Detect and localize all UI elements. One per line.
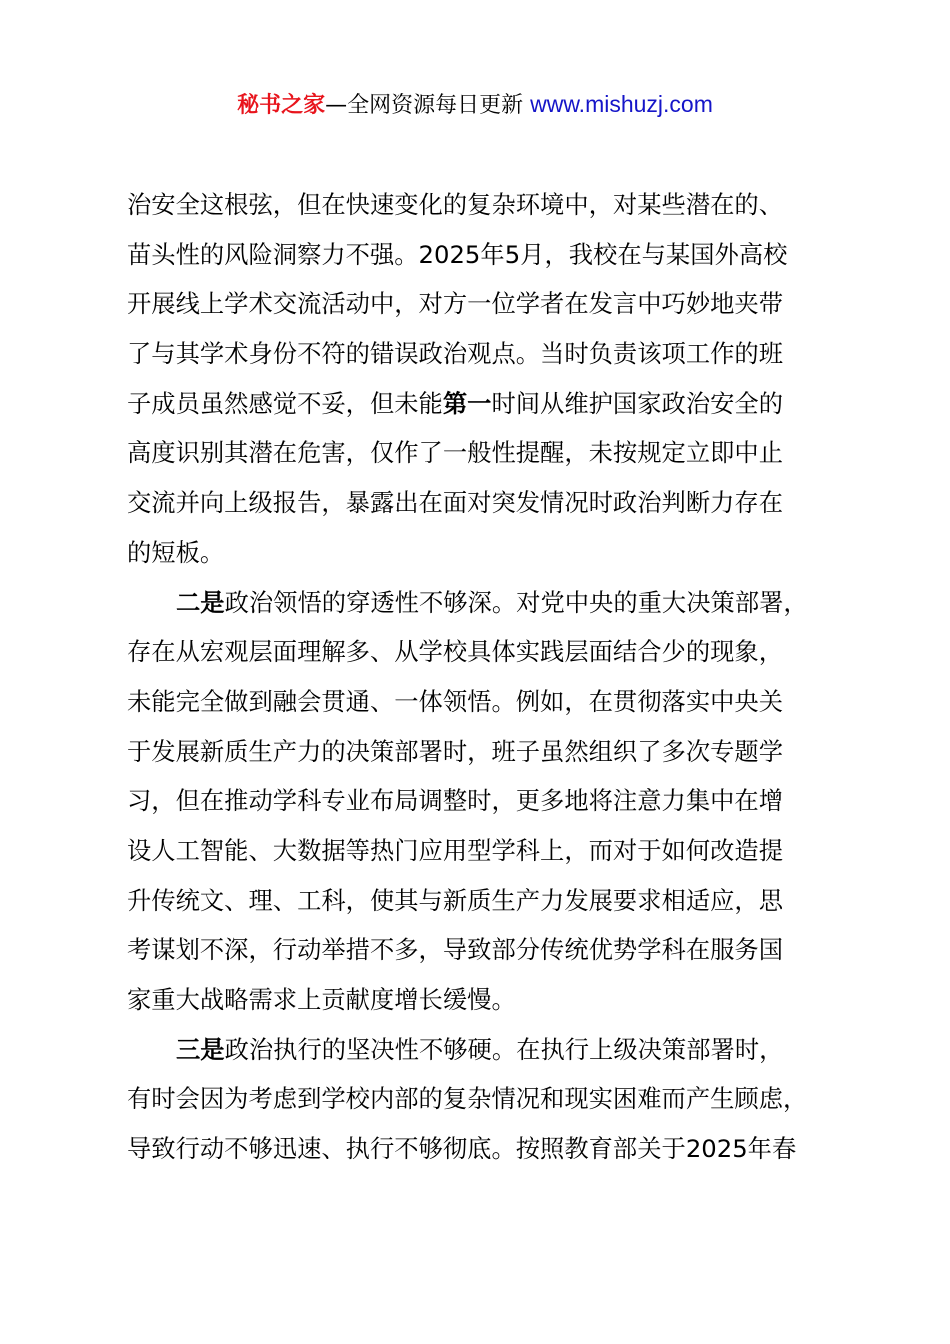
brand-name: 秘书之家 [237,93,326,118]
paragraph-1 [127,180,857,578]
site-url-link[interactable]: www.mishuzj.com [530,91,713,117]
text-line: 设人工智能、大数据等热门应用型学科上，而对于如何改造提 [127,835,784,865]
text-segment: 政治领悟的穿透性不够深。对党中央的重大决策部署， [224,587,808,617]
section-lead: 三是 [176,1034,225,1064]
text-line [127,578,857,628]
text-segment: 政治执行的坚决性不够硬。在执行上级决策部署时， [224,1034,784,1064]
paragraph-2 [127,578,857,1025]
text-line: 升传统文、理、工科，使其与新质生产力发展要求相适应，思 [127,885,784,915]
text-line: 导致行动不够迅速、执行不够彻底。按照教育部关于2025年春 [127,1134,797,1164]
text-line: 高度识别其潜在危害，仅作了一般性提醒，未按规定立即中止 [127,438,784,468]
text-line [127,1025,857,1075]
text-line: 苗头性的风险洞察力不强。2025年5月，我校在与某国外高校 [127,239,788,269]
text-line: 的短板。 [127,537,225,567]
text-line: 交流并向上级报告，暴露出在面对突发情况时政治判断力存在 [127,488,784,518]
document-body [127,180,857,1174]
emphasis-text: 第一 [442,388,492,418]
text-line: 开展线上学术交流活动中，对方一位学者在发言中巧妙地夹带 [127,289,784,319]
text-line: 家重大战略需求上贡献度增长缓慢。 [127,985,516,1014]
text-line: 未能完全做到融会贯通、一体领悟。例如，在贯彻落实中央关 [127,686,784,716]
text-line: 有时会因为考虑到学校内部的复杂情况和现实困难而产生顾虑， [127,1084,808,1114]
paragraph-3 [127,1025,857,1174]
text-line: 于发展新质生产力的决策部署时，班子虽然组织了多次专题学 [127,736,784,766]
page-header [0,88,950,122]
header-tagline: —全网资源每日更新 [325,93,531,118]
section-lead: 二是 [176,587,225,617]
text-segment: 子成员虽然感觉不妥，但未能 [127,388,443,418]
text-line: 习，但在推动学科专业布局调整时，更多地将注意力集中在增 [127,786,784,816]
text-line: 治安全这根弦，但在快速变化的复杂环境中，对某些潜在的、 [127,190,784,219]
text-line: 了与其学术身份不符的错误政治观点。当时负责该项工作的班 [127,339,784,369]
text-line [127,379,857,429]
text-segment: 时间从维护国家政治安全的 [491,388,784,418]
text-line: 考谋划不深，行动举措不多，导致部分传统优势学科在服务国 [127,935,784,965]
text-line: 存在从宏观层面理解多、从学校具体实践层面结合少的现象， [127,637,784,667]
